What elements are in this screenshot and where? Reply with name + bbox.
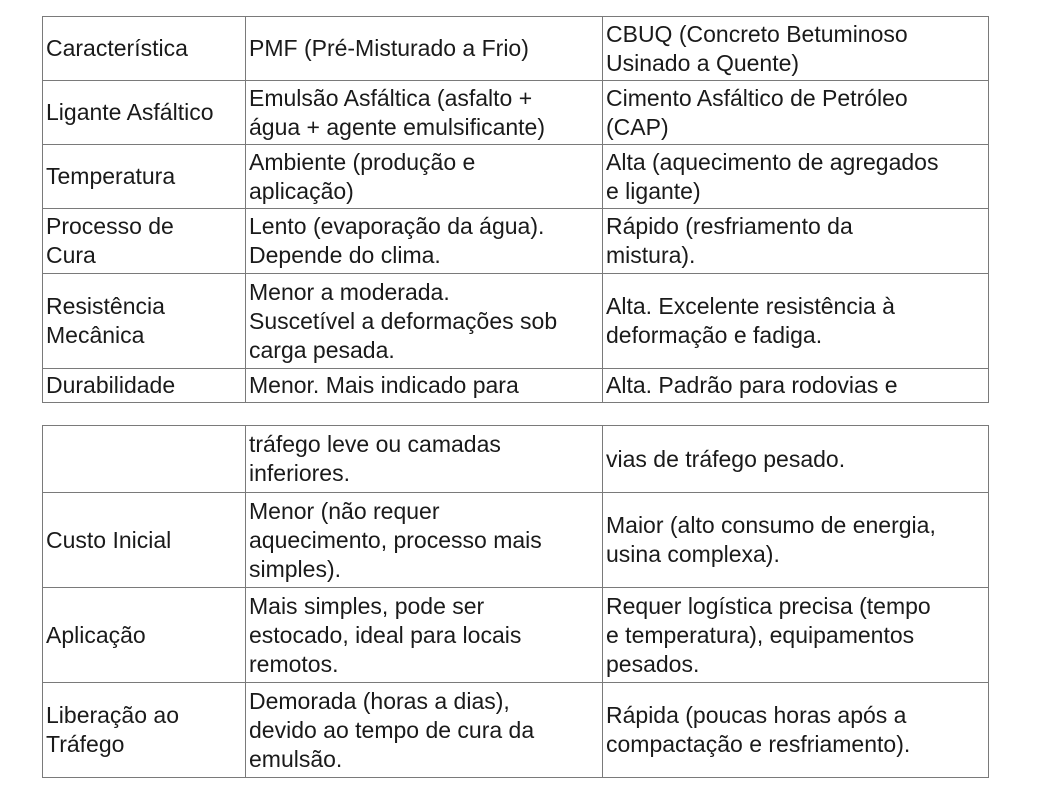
pmf-cell: Menor a moderada. Suscetível a deformações sob carga pesada. bbox=[246, 274, 603, 369]
table-row bbox=[43, 426, 989, 493]
cbuq-cell: Cimento Asfáltico de Petróleo (CAP) bbox=[603, 81, 989, 145]
pmf-cell: PMF (Pré-Misturado a Frio) bbox=[246, 17, 603, 81]
cbuq-cell: Requer logística precisa (tempo e temperatura), equipamentos pesados. bbox=[603, 588, 989, 683]
cbuq-cell: Alta. Excelente resistência à deformação e fadiga. bbox=[603, 274, 989, 369]
cbuq-cell: vias de tráfego pesado. bbox=[603, 426, 989, 493]
table-row bbox=[43, 17, 989, 81]
cbuq-cell: CBUQ (Concreto Betuminoso Usinado a Quente) bbox=[603, 17, 989, 81]
pmf-cell: Menor (não requer aquecimento, processo mais simples). bbox=[246, 493, 603, 588]
table-row bbox=[43, 145, 989, 209]
table-row bbox=[43, 493, 989, 588]
caracteristica-cell: Custo Inicial bbox=[43, 493, 246, 588]
pmf-cell: Mais simples, pode ser estocado, ideal para locais remotos. bbox=[246, 588, 603, 683]
cbuq-cell: Rápido (resfriamento da mistura). bbox=[603, 209, 989, 274]
pmf-cell: Ambiente (produção e aplicação) bbox=[246, 145, 603, 209]
pmf-cell: Demorada (horas a dias), devido ao tempo de cura da emulsão. bbox=[246, 683, 603, 778]
cbuq-cell: Alta (aquecimento de agregados e ligante) bbox=[603, 145, 989, 209]
pmf-cell: tráfego leve ou camadas inferiores. bbox=[246, 426, 603, 493]
cbuq-cell: Maior (alto consumo de energia, usina complexa). bbox=[603, 493, 989, 588]
caracteristica-cell: Durabilidade bbox=[43, 369, 246, 403]
comparison-table-part-2 bbox=[42, 425, 989, 778]
pmf-cell: Lento (evaporação da água). Depende do clima. bbox=[246, 209, 603, 274]
pmf-cell: Emulsão Asfáltica (asfalto + água + agente emulsificante) bbox=[246, 81, 603, 145]
caracteristica-cell: Característica bbox=[43, 17, 246, 81]
cbuq-cell: Rápida (poucas horas após a compactação e resfriamento). bbox=[603, 683, 989, 778]
caracteristica-cell: Processo de Cura bbox=[43, 209, 246, 274]
pmf-cell: Menor. Mais indicado para bbox=[246, 369, 603, 403]
table-row bbox=[43, 683, 989, 778]
caracteristica-cell: Liberação ao Tráfego bbox=[43, 683, 246, 778]
caracteristica-cell: Ligante Asfáltico bbox=[43, 81, 246, 145]
caracteristica-cell: Temperatura bbox=[43, 145, 246, 209]
caracteristica-cell: Resistência Mecânica bbox=[43, 274, 246, 369]
table-row bbox=[43, 369, 989, 403]
cbuq-cell: Alta. Padrão para rodovias e bbox=[603, 369, 989, 403]
caracteristica-cell: Aplicação bbox=[43, 588, 246, 683]
caracteristica-cell bbox=[43, 426, 246, 493]
table-row bbox=[43, 209, 989, 274]
table-row bbox=[43, 588, 989, 683]
table-row bbox=[43, 274, 989, 369]
table-row bbox=[43, 81, 989, 145]
comparison-table-part-1 bbox=[42, 16, 989, 403]
